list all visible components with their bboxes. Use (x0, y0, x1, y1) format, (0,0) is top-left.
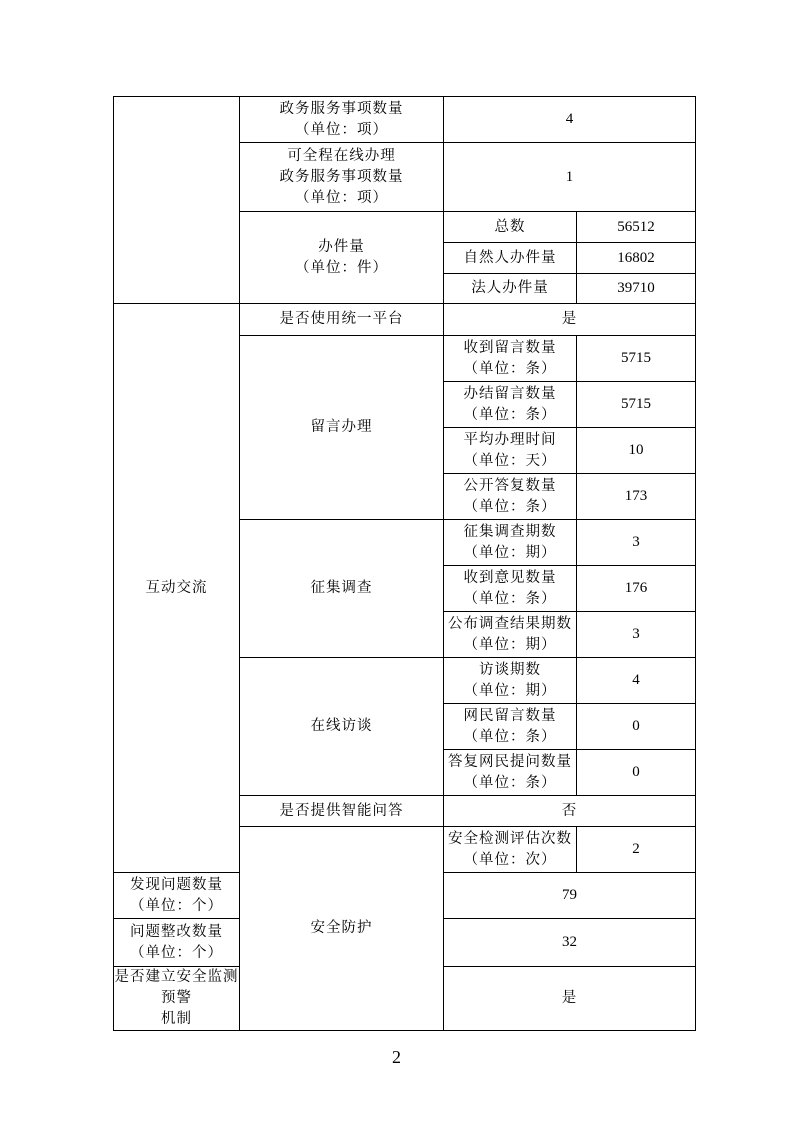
row-unit: （单位：个） (130, 944, 223, 961)
gov-items-label-cell (240, 97, 444, 143)
interview-item-value: 0 (577, 750, 696, 796)
row-label: 政务服务事项数量 (279, 100, 404, 117)
qa-value: 否 (444, 796, 696, 827)
row-label: 收到意见数量 (463, 569, 557, 586)
survey-item-label-cell (444, 566, 577, 612)
volume-total-value: 56512 (577, 212, 696, 243)
table-row (114, 97, 696, 143)
warning-value: 是 (444, 967, 696, 1031)
section-cell-empty (114, 97, 240, 304)
online-items-value: 1 (444, 143, 696, 212)
interaction-section-label: 互动交流 (114, 304, 240, 873)
volume-natural-label: 自然人办件量 (444, 243, 577, 274)
survey-item-value: 3 (577, 520, 696, 566)
warning-label-cell (114, 967, 240, 1031)
row-unit: （单位：条） (463, 774, 557, 791)
interview-item-label-cell (444, 750, 577, 796)
volume-total-label: 总数 (444, 212, 577, 243)
row-unit: （单位：个） (130, 897, 223, 914)
row-label: 发现问题数量 (130, 876, 223, 893)
row-unit: （单位：期） (463, 544, 557, 561)
qa-label: 是否提供智能问答 (240, 796, 444, 827)
security-item-label-cell (114, 873, 240, 919)
row-label: 访谈期数 (479, 661, 541, 678)
row-label: 答复网民提问数量 (448, 753, 572, 770)
row-unit: （单位：期） (463, 636, 557, 653)
row-unit: （单位：条） (463, 360, 557, 377)
row-label: 收到留言数量 (463, 339, 557, 356)
row-unit: （单位：条） (463, 406, 557, 423)
message-item-label-cell (444, 382, 577, 428)
row-unit: （单位：次） (463, 851, 557, 868)
interview-item-value: 4 (577, 658, 696, 704)
row-label: 平均办理时间 (463, 431, 557, 448)
survey-item-value: 3 (577, 612, 696, 658)
message-item-value: 5715 (577, 336, 696, 382)
message-item-label-cell (444, 336, 577, 382)
message-item-value: 5715 (577, 382, 696, 428)
row-label: 问题整改数量 (130, 923, 223, 940)
platform-label: 是否使用统一平台 (240, 304, 444, 336)
gov-items-value: 4 (444, 97, 696, 143)
message-item-value: 10 (577, 428, 696, 474)
table-row (114, 304, 696, 336)
survey-item-value: 176 (577, 566, 696, 612)
page-number: 2 (392, 1047, 401, 1067)
message-item-value: 173 (577, 474, 696, 520)
row-label: 征集调查期数 (463, 523, 557, 540)
row-unit: （单位：条） (463, 590, 557, 607)
survey-item-label-cell (444, 520, 577, 566)
row-unit: （单位：期） (463, 682, 557, 699)
volume-legal-value: 39710 (577, 274, 696, 304)
security-item-value: 79 (444, 873, 696, 919)
message-item-label-cell (444, 474, 577, 520)
security-item-label-cell (444, 827, 577, 873)
row-label: 网民留言数量 (463, 707, 557, 724)
security-item-label-cell (114, 919, 240, 967)
volume-label-cell (240, 212, 444, 304)
row-unit: （单位：天） (463, 452, 557, 469)
interview-item-value: 0 (577, 704, 696, 750)
row-unit: （单位：项） (295, 189, 388, 206)
interview-item-label-cell (444, 658, 577, 704)
row-label: 政务服务事项数量 (279, 168, 404, 185)
row-unit: （单位：条） (463, 728, 557, 745)
row-label: 可全程在线办理 (287, 147, 396, 164)
row-label: 安全检测评估次数 (448, 830, 572, 847)
platform-value: 是 (444, 304, 696, 336)
row-unit: （单位：件） (295, 259, 388, 276)
volume-natural-value: 16802 (577, 243, 696, 274)
statistics-table (113, 96, 696, 1031)
row-label: 办结留言数量 (463, 385, 557, 402)
survey-group-label: 征集调查 (240, 520, 444, 658)
security-item-value: 2 (577, 827, 696, 873)
survey-item-label-cell (444, 612, 577, 658)
row-label: 办件量 (318, 238, 365, 255)
message-group-label: 留言办理 (240, 336, 444, 520)
security-item-value: 32 (444, 919, 696, 967)
row-label: 是否建立安全监测预警 (114, 969, 239, 1006)
volume-legal-label: 法人办件量 (444, 274, 577, 304)
row-label: 公开答复数量 (463, 477, 557, 494)
row-unit: （单位：条） (463, 498, 557, 515)
online-items-label-cell (240, 143, 444, 212)
interview-item-label-cell (444, 704, 577, 750)
row-unit: （单位：项） (295, 121, 388, 138)
row-label: 机制 (161, 1011, 192, 1027)
row-label: 公布调查结果期数 (448, 615, 572, 632)
security-section-label: 安全防护 (240, 827, 444, 1031)
interview-group-label: 在线访谈 (240, 658, 444, 796)
message-item-label-cell (444, 428, 577, 474)
